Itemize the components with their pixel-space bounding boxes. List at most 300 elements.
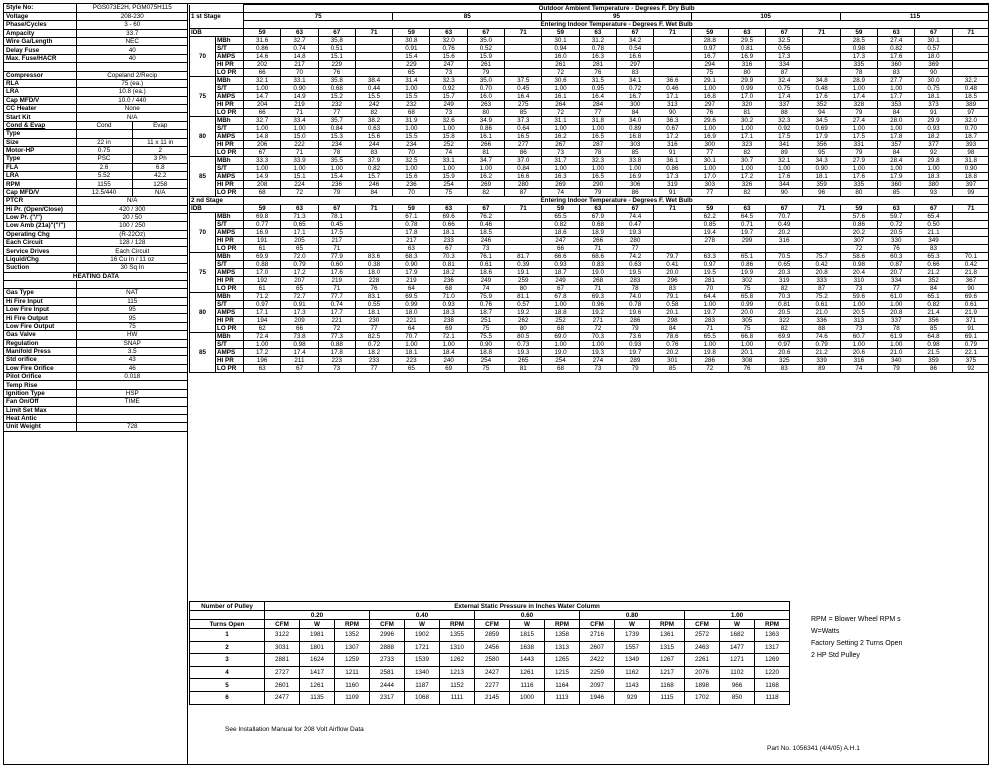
data-cell: 67 — [281, 365, 318, 373]
data-cell: 0.86 — [840, 221, 877, 229]
airflow-cell: 1317 — [755, 641, 790, 654]
data-row — [190, 253, 990, 261]
airflow-cell: 1267 — [650, 654, 685, 667]
data-row — [190, 317, 990, 325]
metric-label: MBh — [216, 213, 244, 221]
data-cell — [355, 45, 392, 53]
data-cell — [654, 69, 691, 77]
data-cell: 71 — [579, 245, 616, 253]
data-cell: 33.1 — [430, 157, 467, 165]
data-cell: 17.2 — [244, 349, 281, 357]
airflow-col-label: RPM — [650, 620, 685, 629]
spec-row — [4, 21, 188, 29]
data-row — [190, 349, 990, 357]
airflow-cell: 2145 — [475, 691, 510, 704]
data-cell: 1.00 — [467, 165, 504, 173]
spec-row — [4, 163, 188, 171]
data-cell: 340 — [878, 357, 915, 365]
idb-value: 80 — [190, 117, 216, 157]
data-cell: 32.3 — [766, 117, 803, 125]
data-cell: 0.72 — [878, 221, 915, 229]
airflow-cell: 1363 — [755, 629, 790, 642]
airflow-cell: 1168 — [650, 679, 685, 692]
data-cell: 31.2 — [579, 37, 616, 45]
spec-label: LRA — [4, 172, 76, 180]
data-cell: 247 — [542, 237, 579, 245]
data-row — [190, 45, 990, 53]
data-cell: 18.5 — [467, 229, 504, 237]
data-cell: 196 — [244, 357, 281, 365]
data-cell: 77.7 — [318, 293, 355, 301]
data-cell: 27.7 — [878, 77, 915, 85]
unit-specs-table — [4, 4, 188, 432]
data-cell: 244 — [355, 141, 392, 149]
spec-row — [4, 197, 188, 205]
airflow-cell: 2859 — [475, 629, 510, 642]
data-cell: 74.4 — [616, 213, 653, 221]
data-cell: 303 — [691, 181, 728, 189]
data-cell: 32.2 — [952, 77, 989, 85]
data-cell: 28.0 — [878, 117, 915, 125]
data-cell: 67 — [542, 285, 579, 293]
metric-label: MBh — [216, 333, 244, 341]
airflow-cell: 1417 — [300, 666, 335, 679]
data-cell: 0.90 — [952, 165, 989, 173]
wet-bulb-temp: 63 — [728, 29, 765, 37]
data-cell: 21.2 — [915, 269, 952, 277]
airflow-cell: 1220 — [755, 666, 790, 679]
data-cell: 0.45 — [318, 221, 355, 229]
data-cell: 17.2 — [281, 269, 318, 277]
data-cell: 18.0 — [393, 309, 430, 317]
pulley-label: Number of Pulley — [190, 602, 265, 611]
data-cell: 74.2 — [616, 253, 653, 261]
wet-bulb-temp: 59 — [542, 29, 579, 37]
data-cell: 69.9 — [766, 333, 803, 341]
spec-row — [4, 46, 188, 54]
data-cell: 1.00 — [840, 301, 877, 309]
data-cell: 32.0 — [430, 37, 467, 45]
data-cell: 28.8 — [691, 37, 728, 45]
data-cell: 1.00 — [840, 125, 877, 133]
data-cell: 290 — [579, 181, 616, 189]
data-cell — [355, 37, 392, 45]
spec-value: 20 / 50 — [76, 213, 188, 221]
wet-bulb-temp: 59 — [691, 205, 728, 213]
data-cell: 29.8 — [915, 157, 952, 165]
data-cell: 0.86 — [654, 165, 691, 173]
spec-value: 40 — [76, 54, 188, 62]
data-cell: 70.1 — [952, 253, 989, 261]
data-cell: 14.8 — [244, 133, 281, 141]
data-cell: 264 — [542, 101, 579, 109]
spec-row — [4, 423, 188, 431]
data-cell: 17.9 — [878, 173, 915, 181]
spec-value: (R-22Oz) — [76, 230, 188, 238]
spec-value: 75 — [76, 322, 188, 330]
data-cell: 0.60 — [318, 261, 355, 269]
spec-row — [4, 255, 188, 263]
airflow-cell: 1102 — [720, 666, 755, 679]
data-cell: 92 — [952, 365, 989, 373]
airflow-title-row — [190, 602, 790, 611]
metric-label: HI PR — [216, 277, 244, 285]
data-cell: 223 — [393, 357, 430, 365]
airflow-cell: 2259 — [580, 666, 615, 679]
data-cell: 380 — [915, 181, 952, 189]
spec-row — [4, 389, 188, 397]
spec-value: Each Circuit — [76, 247, 188, 255]
spec-label: Limit Set Max — [4, 406, 76, 414]
data-cell: 29.6 — [691, 117, 728, 125]
data-cell: 1.00 — [579, 341, 616, 349]
metric-label: AMPS — [216, 309, 244, 317]
data-row — [190, 325, 990, 333]
metric-label: S/T — [216, 261, 244, 269]
data-cell: 373 — [915, 101, 952, 109]
data-cell: 234 — [393, 141, 430, 149]
wet-bulb-temp: 63 — [281, 205, 318, 213]
data-cell: 63 — [393, 245, 430, 253]
data-cell: 303 — [616, 141, 653, 149]
data-cell: 31.4 — [393, 77, 430, 85]
data-cell: 1.00 — [542, 165, 579, 173]
ambient-temp: 115 — [840, 13, 989, 21]
data-cell: 58.6 — [840, 253, 877, 261]
data-cell: 269 — [542, 181, 579, 189]
spacer — [190, 611, 265, 620]
data-cell: 17.2 — [728, 173, 765, 181]
data-cell: 90 — [654, 109, 691, 117]
data-cell: 0.97 — [691, 45, 728, 53]
data-cell: 0.57 — [915, 45, 952, 53]
data-cell: 0.90 — [803, 165, 840, 173]
data-cell: 94 — [803, 109, 840, 117]
data-cell: 316 — [840, 357, 877, 365]
data-cell: 236 — [318, 181, 355, 189]
data-cell — [654, 245, 691, 253]
data-cell: 81 — [505, 365, 542, 373]
data-cell: 16.1 — [542, 93, 579, 101]
data-cell: 17.0 — [691, 173, 728, 181]
data-cell: 69.3 — [579, 293, 616, 301]
pressure-value: 0.40 — [370, 611, 475, 620]
data-cell: 83 — [878, 69, 915, 77]
data-cell: 0.63 — [616, 261, 653, 269]
data-cell: 19.0 — [579, 269, 616, 277]
data-cell: 61 — [244, 285, 281, 293]
data-cell — [803, 45, 840, 53]
ambient-temp: 105 — [691, 13, 840, 21]
data-cell: 69.1 — [952, 333, 989, 341]
data-cell: 71.0 — [430, 293, 467, 301]
data-cell: 64.4 — [691, 293, 728, 301]
data-cell: 18.3 — [430, 309, 467, 317]
spec-label: Operating Chg — [4, 230, 76, 238]
spec-value: 30 Sq In — [76, 264, 188, 272]
airflow-row — [190, 629, 790, 642]
spec-value: NAT — [76, 289, 188, 297]
spec-row — [4, 29, 188, 37]
data-cell: 67 — [244, 149, 281, 157]
data-cell — [654, 45, 691, 53]
turns-value: 1 — [190, 629, 265, 642]
data-cell: 67.9 — [579, 213, 616, 221]
wet-bulb-temp: 59 — [840, 205, 877, 213]
airflow-cell: 2733 — [370, 654, 405, 667]
data-cell: 289 — [616, 357, 653, 365]
data-cell — [952, 61, 989, 69]
airflow-cell: 1160 — [335, 679, 370, 692]
note-line: Factory Setting 2 Turns Open — [811, 640, 903, 647]
data-cell: 14.7 — [244, 93, 281, 101]
spec-value: 16 Cu In / 11 oz — [76, 255, 188, 263]
spec-value: 2.6 — [76, 163, 132, 171]
spec-label: Type — [4, 155, 76, 163]
data-cell: 83.6 — [355, 253, 392, 261]
airflow-cell: 1349 — [615, 654, 650, 667]
data-cell: 1.00 — [244, 125, 281, 133]
data-cell: 67.8 — [542, 293, 579, 301]
metric-label: AMPS — [216, 93, 244, 101]
wet-bulb-temp: 71 — [654, 29, 691, 37]
wet-bulb-title: Entering Indoor Temperature - Degrees F. Wet Bulb — [244, 197, 990, 205]
idb-value: 80 — [190, 293, 216, 333]
data-row — [190, 293, 990, 301]
data-cell: 35.7 — [318, 117, 355, 125]
data-cell: 1.00 — [281, 125, 318, 133]
spec-label: Cond & Evap — [4, 121, 76, 129]
data-cell: 331 — [840, 141, 877, 149]
data-cell: 18.1 — [803, 173, 840, 181]
data-cell: 0.68 — [579, 221, 616, 229]
data-cell: 17.9 — [803, 133, 840, 141]
data-cell: 90 — [952, 285, 989, 293]
data-cell: 271 — [579, 317, 616, 325]
data-row — [190, 221, 990, 229]
pressure-value: 1.00 — [685, 611, 790, 620]
data-row — [190, 133, 990, 141]
airflow-cell: 1739 — [615, 629, 650, 642]
data-cell: 19.7 — [691, 309, 728, 317]
data-cell: 72 — [542, 109, 579, 117]
data-cell: 0.78 — [393, 221, 430, 229]
data-cell: 0.68 — [318, 85, 355, 93]
data-cell: 32.7 — [281, 37, 318, 45]
spacer — [190, 5, 244, 13]
data-row — [190, 53, 990, 61]
turns-value: 3 — [190, 654, 265, 667]
data-cell: 0.82 — [915, 301, 952, 309]
wet-bulb-temp: 71 — [505, 205, 542, 213]
spec-row — [4, 172, 188, 180]
data-cell: 77 — [318, 109, 355, 117]
wet-bulb-temp: 63 — [430, 205, 467, 213]
data-cell: 81 — [728, 109, 765, 117]
wet-bulb-temp: 67 — [467, 29, 504, 37]
wet-bulb-temp: 67 — [915, 29, 952, 37]
metric-label: S/T — [216, 221, 244, 229]
airflow-cell: 2996 — [370, 629, 405, 642]
data-cell — [505, 237, 542, 245]
data-row — [190, 37, 990, 45]
data-cell: 236 — [430, 277, 467, 285]
performance-panel — [189, 4, 989, 764]
wb-row — [190, 29, 990, 37]
data-cell: 64.8 — [915, 333, 952, 341]
metric-label: MBh — [216, 253, 244, 261]
data-cell: 21.0 — [878, 349, 915, 357]
data-cell: 69.6 — [952, 293, 989, 301]
data-cell: 0.82 — [542, 221, 579, 229]
part-number: Part No. 1056341 (4/4/05) A.H.1 — [767, 745, 860, 752]
wet-bulb-title: Entering Indoor Temperature - Degrees F. Wet Bulb — [244, 21, 990, 29]
data-cell: 69.0 — [542, 333, 579, 341]
airflow-cell: 1213 — [440, 666, 475, 679]
data-cell: 30.1 — [691, 157, 728, 165]
spec-value: 0.018 — [76, 373, 188, 381]
metric-label: S/T — [216, 125, 244, 133]
data-cell: 36.3 — [654, 117, 691, 125]
spec-value: 12.5/440 — [76, 188, 132, 196]
data-cell: 32.0 — [952, 117, 989, 125]
data-cell: 75 — [467, 365, 504, 373]
data-cell: 77 — [616, 245, 653, 253]
spec-label — [4, 63, 76, 71]
spec-value: Evap — [132, 121, 188, 129]
metric-label: LO PR — [216, 285, 244, 293]
data-cell: 80 — [840, 189, 877, 197]
data-cell — [654, 221, 691, 229]
data-cell: 83 — [766, 365, 803, 373]
data-cell: 359 — [803, 181, 840, 189]
metric-label: HI PR — [216, 181, 244, 189]
spec-label: Suction — [4, 264, 76, 272]
data-cell: 72 — [318, 325, 355, 333]
data-cell — [952, 237, 989, 245]
data-cell: 217 — [281, 61, 318, 69]
spec-row — [4, 398, 188, 406]
data-cell: 0.61 — [952, 301, 989, 309]
data-cell: 1.00 — [244, 341, 281, 349]
data-cell: 91 — [915, 109, 952, 117]
spec-value: 1258 — [132, 180, 188, 188]
data-cell: 0.45 — [505, 85, 542, 93]
data-cell: 17.7 — [318, 309, 355, 317]
data-cell: 297 — [616, 61, 653, 69]
spec-label: Regulation — [4, 339, 76, 347]
airflow-cell: 1109 — [335, 691, 370, 704]
data-cell: 294 — [691, 61, 728, 69]
data-cell: 16.0 — [467, 93, 504, 101]
data-cell: 17.1 — [728, 133, 765, 141]
spec-row — [4, 239, 188, 247]
data-cell: 70.7 — [766, 213, 803, 221]
data-cell: 71 — [281, 149, 318, 157]
spec-value: NEC — [76, 38, 188, 46]
pressure-value: 0.20 — [265, 611, 370, 620]
data-cell: 69.9 — [244, 253, 281, 261]
ambient-temp: 85 — [393, 13, 542, 21]
data-cell: 217 — [318, 237, 355, 245]
airflow-cell: 1265 — [545, 654, 580, 667]
data-cell: 277 — [505, 141, 542, 149]
spec-label: FLA — [4, 163, 76, 171]
data-cell: 31.6 — [244, 37, 281, 45]
spec-value: N/A — [132, 188, 188, 196]
data-cell: 306 — [616, 181, 653, 189]
data-row — [190, 269, 990, 277]
data-cell: 344 — [766, 181, 803, 189]
data-cell: 251 — [467, 317, 504, 325]
data-cell: 84 — [654, 325, 691, 333]
data-cell: 37.3 — [505, 117, 542, 125]
airflow-cell: 1815 — [510, 629, 545, 642]
data-cell: 221 — [318, 317, 355, 325]
data-cell: 31.7 — [542, 157, 579, 165]
airflow-col-label: W — [720, 620, 755, 629]
data-cell: 0.89 — [616, 125, 653, 133]
data-cell: 79 — [840, 149, 877, 157]
data-cell: 68 — [430, 285, 467, 293]
airflow-cell: 1307 — [335, 641, 370, 654]
data-cell: 76 — [318, 69, 355, 77]
spec-label: Low Fire Input — [4, 306, 76, 314]
spec-label: Ignition Type — [4, 389, 76, 397]
data-cell — [505, 69, 542, 77]
data-cell: 76 — [728, 365, 765, 373]
data-cell: 246 — [355, 181, 392, 189]
data-cell: 1.00 — [430, 341, 467, 349]
data-cell: 71.2 — [244, 293, 281, 301]
data-cell — [654, 229, 691, 237]
airflow-cell: 1269 — [755, 654, 790, 667]
data-cell: 69 — [430, 365, 467, 373]
data-cell: 80 — [728, 69, 765, 77]
data-cell — [355, 69, 392, 77]
data-cell: 17.9 — [393, 269, 430, 277]
data-cell: 29.9 — [728, 77, 765, 85]
data-cell: 0.84 — [505, 165, 542, 173]
data-cell: 301 — [654, 357, 691, 365]
data-cell: 0.84 — [318, 125, 355, 133]
metric-label: HI PR — [216, 357, 244, 365]
data-cell — [803, 69, 840, 77]
data-cell: 0.42 — [952, 261, 989, 269]
data-cell: 73 — [430, 109, 467, 117]
airflow-cell: 1358 — [545, 629, 580, 642]
data-cell: 0.65 — [281, 221, 318, 229]
data-cell: 19.3 — [616, 229, 653, 237]
airflow-row — [190, 641, 790, 654]
data-cell: 0.82 — [355, 165, 392, 173]
data-cell: 34.2 — [616, 37, 653, 45]
airflow-cell: 1164 — [545, 679, 580, 692]
airflow-col-label: CFM — [370, 620, 405, 629]
data-cell: 66 — [244, 109, 281, 117]
data-cell: 284 — [579, 101, 616, 109]
data-cell: 224 — [281, 181, 318, 189]
data-cell: 359 — [915, 357, 952, 365]
data-cell: 70.7 — [393, 333, 430, 341]
spec-row — [4, 105, 188, 113]
airflow-cell: 966 — [720, 679, 755, 692]
data-cell: 14.9 — [281, 93, 318, 101]
data-cell: 20.6 — [840, 349, 877, 357]
data-cell: 15.8 — [430, 133, 467, 141]
data-cell: 268 — [579, 277, 616, 285]
data-cell: 32.3 — [579, 157, 616, 165]
